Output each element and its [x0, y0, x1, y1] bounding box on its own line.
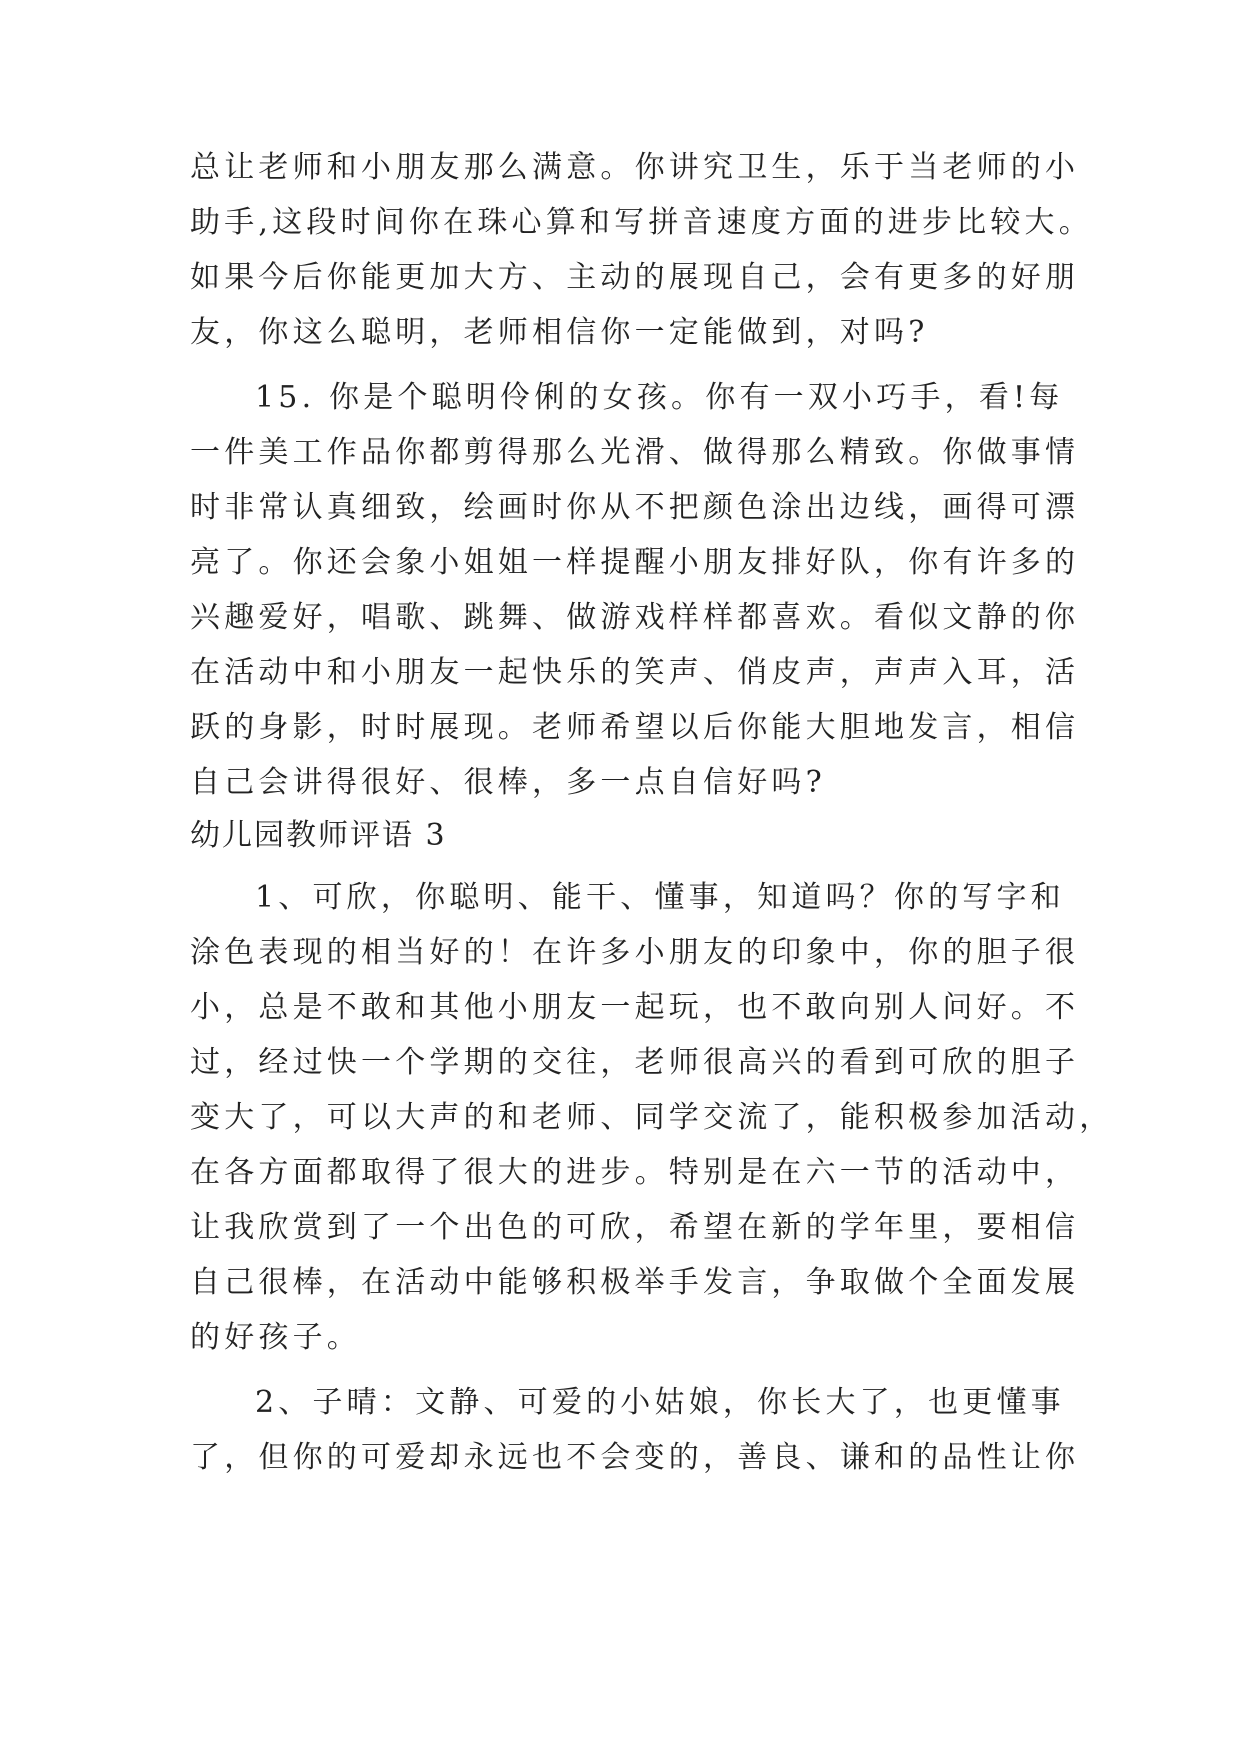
text-line: 过，经过快一个学期的交往，老师很高兴的看到可欣的胆子	[190, 1045, 1080, 1080]
text-line: 了，但你的可爱却永远也不会变的，善良、谦和的品性让你	[190, 1440, 1080, 1475]
text-line: 友，你这么聪明，老师相信你一定能做到，对吗?	[190, 315, 929, 350]
paragraph-start-line: 15. 你是个聪明伶俐的女孩。你有一双小巧手，看!每	[255, 380, 1064, 415]
text-line: 在活动中和小朋友一起快乐的笑声、俏皮声，声声入耳，活	[190, 655, 1080, 690]
text-line: 时非常认真细致，绘画时你从不把颜色涂出边线，画得可漂	[190, 490, 1080, 525]
text-line: 总让老师和小朋友那么满意。你讲究卫生，乐于当老师的小	[190, 150, 1080, 185]
section-heading: 幼儿园教师评语 3	[190, 818, 447, 853]
text-line: 亮了。你还会象小姐姐一样提醒小朋友排好队，你有许多的	[190, 545, 1080, 580]
text-line: 的好孩子。	[190, 1320, 361, 1355]
text-line: 如果今后你能更加大方、主动的展现自己，会有更多的好朋	[190, 260, 1080, 295]
text-line: 在各方面都取得了很大的进步。特别是在六一节的活动中，	[190, 1155, 1080, 1190]
text-line: 涂色表现的相当好的！在许多小朋友的印象中，你的胆子很	[190, 935, 1080, 970]
text-line: 让我欣赏到了一个出色的可欣，希望在新的学年里，要相信	[190, 1210, 1080, 1245]
paragraph-start-line: 1、可欣，你聪明、能干、懂事，知道吗？你的写字和	[255, 880, 1065, 915]
text-line: 变大了，可以大声的和老师、同学交流了，能积极参加活动，	[190, 1100, 1114, 1135]
text-line: 跃的身影，时时展现。老师希望以后你能大胆地发言，相信	[190, 710, 1080, 745]
text-line: 助手,这段时间你在珠心算和写拼音速度方面的进步比较大。	[190, 205, 1093, 240]
paragraph-start-line: 2、子晴：文静、可爱的小姑娘，你长大了，也更懂事	[255, 1385, 1065, 1420]
text-line: 自己会讲得很好、很棒，多一点自信好吗?	[190, 765, 826, 800]
text-line: 小，总是不敢和其他小朋友一起玩，也不敢向别人问好。不	[190, 990, 1080, 1025]
text-line: 兴趣爱好，唱歌、跳舞、做游戏样样都喜欢。看似文静的你	[190, 600, 1080, 635]
text-line: 一件美工作品你都剪得那么光滑、做得那么精致。你做事情	[190, 435, 1080, 470]
text-line: 自己很棒，在活动中能够积极举手发言，争取做个全面发展	[190, 1265, 1080, 1300]
